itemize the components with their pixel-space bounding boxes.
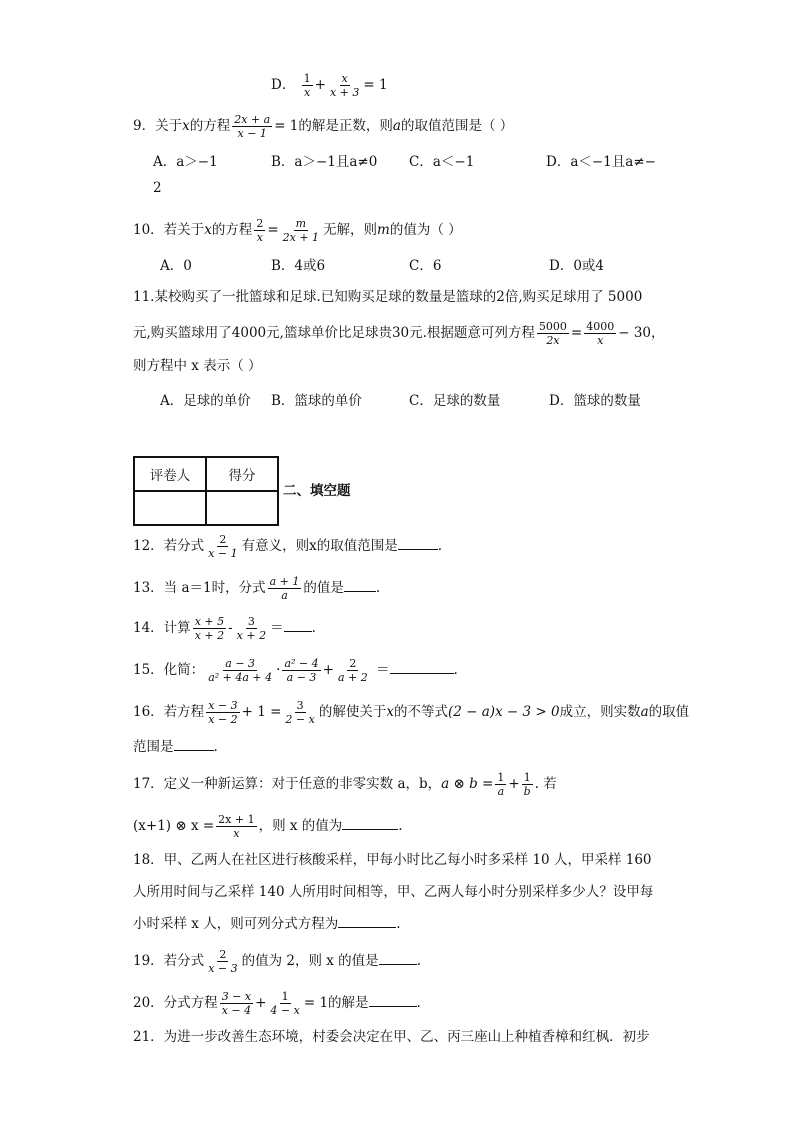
answer-blank[interactable] [342, 815, 398, 830]
fraction: $\frac{1}{4 - x}$ [270, 990, 300, 1017]
fraction: $\frac{2}{x - 1}$ [208, 533, 238, 560]
answer-blank[interactable] [369, 992, 417, 1007]
fraction: $\frac{3}{x + 2}$ [236, 615, 267, 642]
fraction: $\frac{2}{a + 2}$ [337, 657, 368, 684]
q10-option-a[interactable]: A．0 [160, 258, 192, 274]
answer-blank[interactable] [390, 659, 454, 674]
q9-option-a[interactable]: A．a＞−1 [153, 154, 218, 170]
section-title: 二、填空题 [283, 483, 351, 499]
question-17-line-1: 17．定义一种新运算：对于任意的非零实数 a，b，a ⊗ b = $\frac{1}{a}$ + $\frac{1}{b}$ . 若 [133, 771, 557, 798]
fraction: $\frac{a + 1}{a}$ [269, 575, 300, 602]
score-table [133, 456, 279, 526]
q9-option-d-wrap: 2 [153, 180, 162, 196]
reviewer-header: 评卷人 [134, 457, 206, 491]
question-10: 10．若关于x的方程 $\frac{2}{x}$ = $\frac{m}{2x + 1}$ 无解，则m的值为（ ） [133, 217, 462, 244]
q10-option-c[interactable]: C．6 [409, 258, 442, 274]
question-12: 12．若分式 $\frac{2}{x - 1}$ 有意义，则x的取值范围是 . [133, 533, 443, 560]
answer-blank[interactable] [174, 736, 214, 751]
question-18-line-3: 小时采样 x 人，则可列分式方程为 . [133, 913, 401, 934]
fraction: $\frac{1}{x}$ [303, 72, 311, 99]
q9-option-b[interactable]: B．a＞−1且a≠0 [271, 154, 378, 170]
score-cell[interactable] [206, 491, 278, 525]
fraction: $\frac{2x + a}{x - 1}$ [234, 113, 271, 140]
fraction: $\frac{2}{x}$ [256, 217, 264, 244]
q9-option-d[interactable]: D．a＜−1且a≠− [546, 154, 656, 170]
answer-blank[interactable] [344, 577, 376, 592]
fraction: $\frac{5000}{2x}$ [538, 320, 567, 347]
answer-blank[interactable] [398, 535, 438, 550]
q9-option-c[interactable]: C．a＜−1 [409, 154, 475, 170]
answer-blank[interactable] [284, 617, 312, 632]
question-15: 15．化简： $\frac{a - 3}{\text{a² + 4a + 4}}$ · $\frac{\text{a² − 4}}{a - 3}$ + $\frac{2}{a + 2}$ ＝ . [133, 657, 458, 684]
fraction: $\frac{2}{x - 3}$ [208, 948, 238, 975]
fraction: $\frac{3}{2 - x}$ [285, 699, 315, 726]
question-11-line-1: 11.某校购买了一批篮球和足球.已知购买足球的数量是篮球的2倍,购买足球用了 5000 [133, 289, 643, 305]
q10-option-d[interactable]: D．0或4 [549, 258, 605, 274]
question-13: 13．当 a＝1时，分式 $\frac{a + 1}{a}$ 的值是 . [133, 575, 381, 602]
answer-blank[interactable] [379, 950, 417, 965]
q8-option-d: D． $\frac{1}{x}$ + $\frac{x}{x + 3}$ = 1 [271, 72, 388, 99]
fraction: $\frac{x + 5}{x + 2}$ [194, 615, 225, 642]
fraction: $\frac{x}{x + 3}$ [329, 72, 360, 99]
question-20: 20．分式方程 $\frac{3 - x}{x - 4}$ + $\frac{1}{4 - x}$ = 1的解是 . [133, 990, 421, 1017]
fraction: $\frac{1}{a}$ [497, 771, 505, 798]
q11-option-c[interactable]: C．足球的数量 [409, 393, 501, 409]
q10-option-b[interactable]: B．4或6 [271, 258, 326, 274]
question-14: 14．计算 $\frac{x + 5}{x + 2}$ - $\frac{3}{x + 2}$ ＝ . [133, 615, 316, 642]
question-18-line-2: 人所用时间与乙采样 140 人所用时间相等，甲、乙两人每小时分别采样多少人？设甲每 [133, 884, 654, 900]
fraction: $\frac{1}{b}$ [523, 771, 531, 798]
fraction: $\frac{4000}{x}$ [586, 320, 615, 347]
question-11-line-3: 则方程中 x 表示（ ） [133, 358, 262, 374]
q11-option-a[interactable]: A．足球的单价 [160, 393, 251, 409]
reviewer-cell[interactable] [134, 491, 206, 525]
question-16-line-2: 范围是 . [133, 736, 218, 757]
q11-option-d[interactable]: D．篮球的数量 [549, 393, 641, 409]
question-9: 9．关于x的方程 $\frac{2x + a}{x - 1}$ = 1的解是正数，则a的取值范围是（ ） [133, 113, 514, 140]
score-header: 得分 [206, 457, 278, 491]
fraction: $\frac{m}{2x + 1}$ [282, 217, 320, 244]
fraction: $\frac{2x + 1}{x}$ [218, 813, 255, 840]
question-11-line-2: 元,购买篮球用了4000元,篮球单价比足球贵30元.根据题意可列方程 $\frac{5000}{2x}$ = $\frac{4000}{x}$ − 30， [133, 320, 665, 347]
question-19: 19．若分式 $\frac{2}{x - 3}$ 的值为 2，则 x 的值是 . [133, 948, 421, 975]
question-16-line-1: 16．若方程 $\frac{x - 3}{x - 2}$ + 1 = $\frac{3}{2 - x}$ 的解使关于x的不等式(2 − a)x − 3 > 0成立，则实数a的取值 [133, 699, 690, 726]
question-21-line-1: 21．为进一步改善生态环境，村委会决定在甲、乙、丙三座山上种植香樟和红枫．初步 [133, 1029, 650, 1045]
fraction: $\frac{\text{a² − 4}}{a - 3}$ [284, 657, 319, 684]
question-17-line-2: (x+1) ⊗ x = $\frac{2x + 1}{x}$ ，则 x 的值为 . [133, 813, 403, 840]
q11-option-b[interactable]: B．篮球的单价 [271, 393, 362, 409]
fraction: $\frac{x - 3}{x - 2}$ [208, 699, 238, 726]
answer-blank[interactable] [338, 913, 396, 928]
question-18-line-1: 18．甲、乙两人在社区进行核酸采样，甲每小时比乙每小时多采样 10 人，甲采样 160 [133, 852, 652, 868]
fraction: $\frac{3 - x}{x - 4}$ [221, 990, 252, 1017]
fraction: $\frac{a - 3}{\text{a² + 4a + 4}}$ [208, 657, 273, 684]
